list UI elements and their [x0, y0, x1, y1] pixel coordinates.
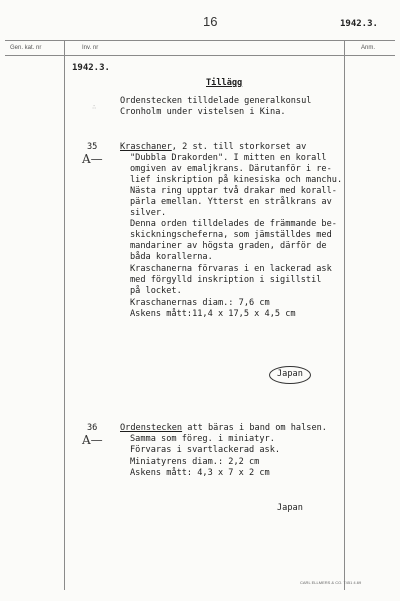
- page-reference: 1942.3.: [340, 19, 378, 29]
- item-35-line: Askens mått:11,4 x 17,5 x 4,5 cm: [130, 309, 296, 319]
- item-36-line: Askens mått: 4,3 x 7 x 2 cm: [130, 468, 270, 478]
- item-35-first-line: [120, 142, 306, 153]
- item-35-line: med förgylld inskription i sigillstil: [130, 275, 322, 285]
- column-header-gen-kat: Gen. kat. nr: [10, 45, 42, 51]
- item-35-origin: Japan: [277, 369, 303, 379]
- column-divider-left: [64, 40, 65, 590]
- item-35-heading: Kraschaner: [120, 142, 172, 152]
- column-header-anm: Anm.: [361, 45, 376, 51]
- item-36-line: Samma som föreg. i miniatyr.: [130, 434, 275, 444]
- item-35-first-line-rest: , 2 st. till storkorset av: [171, 142, 307, 152]
- item-36-heading: Ordenstecken: [120, 423, 183, 433]
- intro-line-2: Cronholm under vistelsen i Kina.: [120, 107, 286, 117]
- item-35-line: Kraschanernas diam.: 7,6 cm: [130, 298, 270, 308]
- item-35-line: lief inskription på kinesiska och manchu.: [130, 175, 343, 185]
- item-35-line: silver.: [130, 208, 167, 218]
- inventory-number-35: 35: [87, 142, 98, 152]
- item-35-line: omgiven av emaljkrans. Därutanför i re-: [130, 164, 332, 174]
- section-title: Tillägg: [206, 78, 243, 88]
- column-divider-right: [344, 40, 345, 590]
- item-35-line: båda korallerna.: [130, 252, 213, 262]
- item-36-origin: Japan: [277, 503, 303, 513]
- intro-line-1: Ordenstecken tilldelade generalkonsul: [120, 96, 312, 106]
- item-35-line: "Dubbla Drakorden". I mitten en korall: [130, 153, 327, 163]
- item-35-line: mandariner av högsta graden, därför de: [130, 241, 327, 251]
- page-number: 16: [203, 14, 218, 29]
- item-36-first-line-rest: att bäras i band om halsen.: [182, 423, 327, 433]
- item-35-line: på locket.: [130, 286, 182, 296]
- item-36-line: Miniatyrens diam.: 2,2 cm: [130, 457, 260, 467]
- item-36-line: Förvaras i svartlackerad ask.: [130, 445, 281, 455]
- item-35-line: Nästa ring upptar två drakar med korall-: [130, 186, 337, 196]
- printer-footer: CARL ELLMERS & CO. 7451 4.69: [300, 580, 362, 585]
- column-header-inv-nr: Inv. nr: [82, 45, 99, 51]
- category-mark-35: A—: [82, 152, 103, 166]
- category-mark-36: A—: [82, 433, 103, 447]
- item-35-line: skickningscheferna, som jämställdes med: [130, 230, 332, 240]
- item-35-line: pärla emellan. Ytterst en strålkrans av: [130, 197, 332, 207]
- item-35-line: Kraschanerna förvaras i en lackerad ask: [130, 264, 332, 274]
- inventory-number-36: 36: [87, 423, 98, 433]
- item-36-first-line: [120, 423, 327, 434]
- item-35-line: Denna orden tilldelades de främmande be-: [130, 219, 337, 229]
- entry-date: 1942.3.: [72, 63, 110, 73]
- faint-mark: ∴: [92, 103, 97, 111]
